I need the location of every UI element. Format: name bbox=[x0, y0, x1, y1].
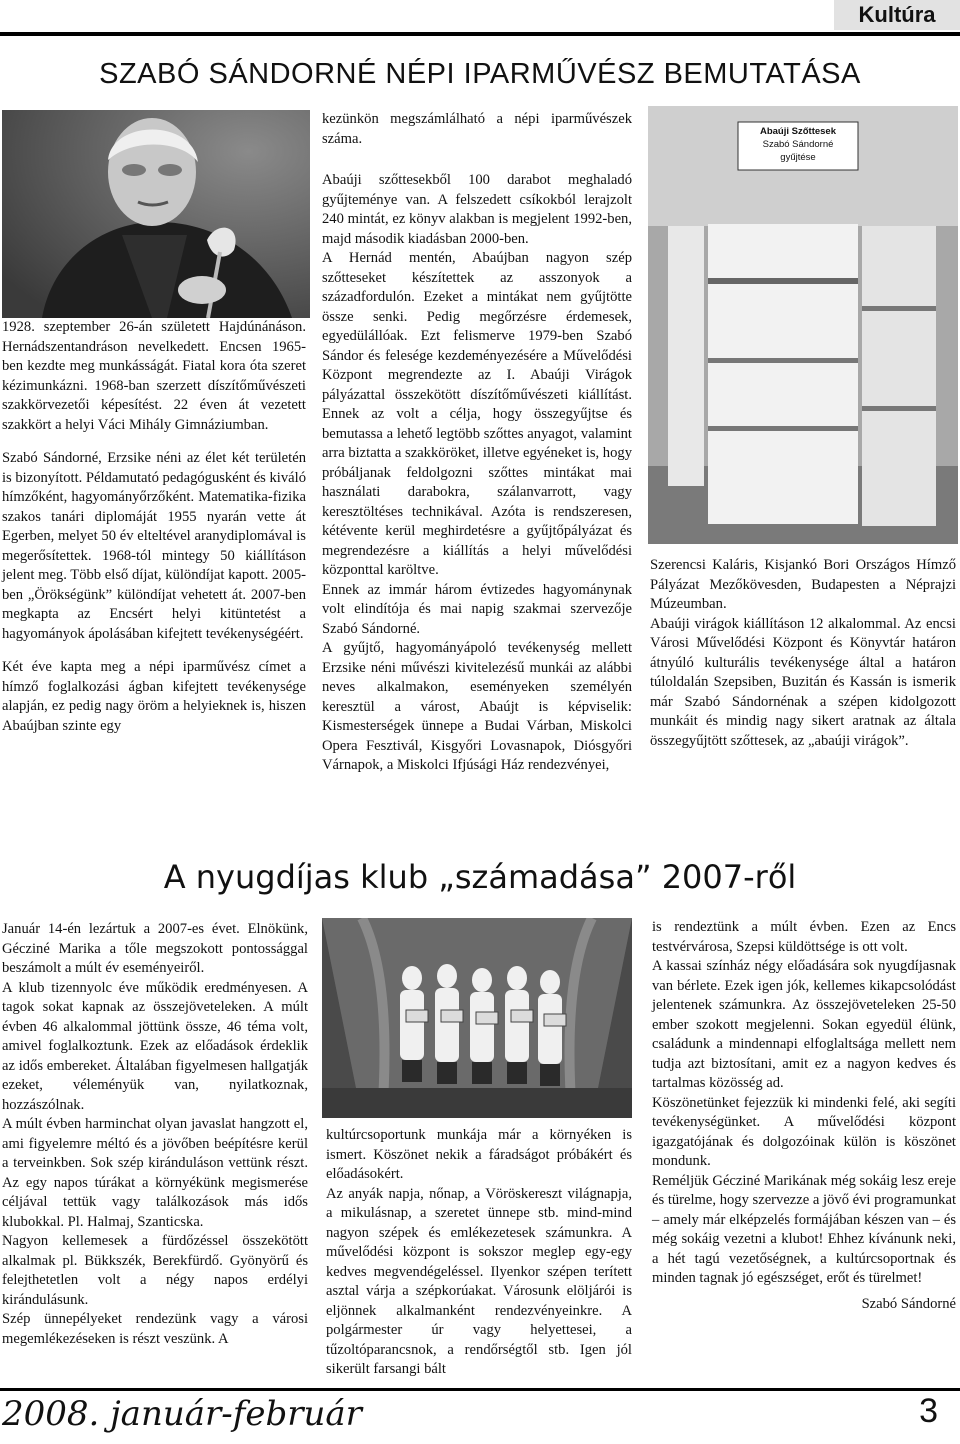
paragraph: A gyűjtő, hagyományápoló tevékenység mellett Erzsike néni művészi kivitelezésű munkái az alábbi neves alkalmakon, eseményeken személyén keresztül a várost, Abaújt is képviselik: Kismesterségek ünnepe a Budai Várban, Miskolci Opera Fesztivál, Kisgyőri Lovasnapok, Diósgyőri Várnapok, a Miskolci Ifjúsági Ház rendezvényei, bbox=[322, 640, 632, 773]
portrait-photo bbox=[2, 110, 310, 318]
paragraph: kezünkön megszámlálható a népi iparművészek száma. bbox=[322, 111, 632, 147]
article2-title: A nyugdíjas klub „számadása” 2007-ről bbox=[163, 858, 797, 896]
choir-photo bbox=[322, 918, 632, 1118]
article1-right-column bbox=[650, 556, 956, 765]
section-label: Kultúra bbox=[834, 0, 960, 30]
issue-date: 2008. január-február bbox=[2, 1394, 362, 1434]
paragraph: A kassai színház négy előadására sok nyugdíjasnak van bérlete. Ezek igen jók, kellemes kikapcsolódást jelentenek számunkra. Az összejöveteleken 25-50 ember szokott megjelenni. Sokan egyedül élünk, családunk a mindennapi elfoglaltsága mellett nem tudja azt biztosítani, amit ez a nagyon kedves és tartalmas közösség ad. bbox=[652, 958, 956, 1091]
article1-middle-column bbox=[322, 110, 632, 776]
paragraph: A múlt évben harminchat olyan javaslat hangzott el, ami figyelemre méltó és a jövőben beépítésre kerül a terveinkben. Sok szép kiránduláson vettünk részt. Az egy napos túrákat a környékünk megismerése céljával tettük vagy találkozások más idős klubokkal. Pl. Halmaj, Szanticska. bbox=[2, 1116, 308, 1230]
article2-right-column bbox=[652, 918, 956, 1314]
paragraph: A klub tizennyolc éve működik eredményesen. A tagok sokat kapnak az összejöveteleken. A múlt évben 46 alkalommal jöttünk össze, 46 téma volt, amivel foglalkoztunk. Ezek az előadások érdeklik az idős embereket. Általában figyelmesen hallgatják ezeket, véleményük van, nyilatkoznak, hozzászólnak. bbox=[2, 979, 308, 1113]
paragraph: kultúrcsoportunk munkája már a környéken is ismert. Köszönet nekik a fáradságot próbákért és előadásokért. bbox=[326, 1127, 632, 1182]
article1-title: SZABÓ SÁNDORNÉ NÉPI IPARMŰVÉSZ BEMUTATÁSA bbox=[99, 58, 861, 90]
sign-line: gyűjtése bbox=[780, 152, 816, 163]
author-byline: Szabó Sándorné bbox=[861, 1295, 956, 1312]
paragraph: Szabó Sándorné, Erzsike néni az élet két területén is bizonyított. Példamutató pedagógusként és kiváló hímzőként, hagyományőrzőként. Matematika-fizika szakos tanári diplomáját 1955 nyarán vette át Egerben, melyet 50 év elteltével aranydiplomával is megerősítettek. 1968-tól mintegy 50 kiállításon jelent meg. Több első díjat, különdíjat kapott. 2005-ben „Örökségünk” különdíjat vehetett át. 2007-ben megkapta az Encsért helyi kitüntetést a hagyományok ápolásában kifejtett tevékenységéért. bbox=[2, 450, 306, 642]
paragraph: 1928. szeptember 26-án született Hajdúnánáson. Hernádszentandráson nevelkedett. Encsen 1965-ben kezdte meg munkásságát. Fiatal kora óta szeret kézimunkázni. 1968-ban szerzett díszítőművészeti szakkörvezetői képesítést. 22 éven át vezetett szakkört a helyi Váci Mihály Gimnáziumban. bbox=[2, 319, 306, 433]
paragraph: Szerencsi Kaláris, Kisjankó Bori Országos Hímző Pályázat Mezőkövesden, Budapesten a Néprajzi Múzeumban. bbox=[650, 557, 956, 612]
paragraph: Az anyák napja, nőnap, a Vöröskereszt világnapja, a mikulásnap, a szeretet ünnepe stb. mind-mind nagyon szépek és emlékezetesek számunkra. A művelődési központ is sokszor meglep egy-egy kedves megvendégeléssel. Ilyenkor szépen terített asztal várja a szépkorúakat. Városunk elöljárói is eljönnek alkalmanként rendezvényeinkre. A polgármester úr vagy helyettesei, a tűzoltóparancsnok, a rendőrségtől stb. Igen jól sikerült farsangi bált bbox=[326, 1185, 632, 1377]
sign-title: Abaúji Szőttesek bbox=[759, 126, 837, 137]
paragraph: Reméljük Gécziné Marikának még sokáig lesz ereje és türelme, hogy szervezze a jövő évi programunkat – amely már elképzelés formájában készen van – és még sokáig vezetni a klubot! Ehhez kívánunk neki, a hét tagú vezetőségnek, a kultúrcsoportnak és minden tagnak jó egészséget, erőt és türelmet! bbox=[652, 1172, 956, 1286]
portrait-illustration bbox=[2, 110, 310, 318]
paragraph: Szép ünnepélyeket rendezünk vagy a városi megemlékezéseken is részt veszünk. A bbox=[2, 1311, 308, 1347]
exhibition-photo bbox=[648, 106, 958, 544]
paragraph: Köszönetünket fejezzük ki mindenki felé, aki segíti tevékenységünket. A művelődési központ igazgatójának és dolgozóinak külön is köszönet mondunk. bbox=[652, 1094, 956, 1169]
article2-left-column bbox=[2, 920, 308, 1349]
article2-middle-column bbox=[326, 1126, 632, 1380]
paragraph: A Hernád mentén, Abaújban nagyon szép szőtteseket készítettek az asszonyok a századfordulón. Ezeket a mintákat nem gyűjtötte össze senki. Pedig megőrzésre érdemesek, egyedülállóak. Ezt felismerve 1979-ben Szabó Sándor és felesége kezdeményezésére a Művelődési Központ megrendezte az I. Abaúji Virágok pályázattal összekötött díszítőművészeti kiállítást. Ennek az volt a célja, hogy összegyűjtse és bemutassa a lehető legtöbb szőttes anyagot, valamint arra biztatta a szakköröket, illetve egyéneket is, hogy próbáljanak feldolgozni szőttes mintákat mai használati darabokra, szálanvarrott, vagy keresztöltéses technikával. Azóta is rendszeresen, kétévente kerül meghirdetésre a gyűjtőpályázat és megrendezésre a kiállítás a helyi művelődési központtal karöltve. bbox=[322, 250, 632, 578]
footer-rule bbox=[0, 1388, 960, 1391]
sign-line: Szabó Sándorné bbox=[762, 139, 834, 150]
top-rule bbox=[0, 32, 960, 36]
article1-left-column bbox=[2, 318, 306, 750]
exhibition-sign bbox=[738, 122, 858, 170]
paragraph: Abaúji szőttesekből 100 darabot meghaladó gyűjteménye van. A felszedett csíkokból lerajzolt 240 mintát, ez könyv alakban is megjelent 1992-ben, majd második kiadásban 2000-ben. bbox=[322, 172, 632, 247]
paragraph: Ennek az immár három évtizedes hagyománynak volt elindítója és mai napig szakmai szervezője Szabó Sándorné. bbox=[322, 581, 632, 637]
paragraph: Nagyon kellemesek a fürdőzéssel összekötött alkalmak pl. Bükkszék, Berekfürdő. Gyönyörű és felejthetetlen volt a négy napos erdélyi kirándulásunk. bbox=[2, 1233, 308, 1308]
paragraph: Január 14-én lezártuk a 2007-es évet. Elnökünk, Gécziné Marika a tőle megszokott pontossággal beszámolt a múlt év eseményeiről. bbox=[2, 921, 308, 976]
paragraph: Két éve kapta meg a népi iparművész címet a hímző foglalkozási ágban kifejtett tevékenysége alapján, ez pedig nagy öröm a helyieknek is, hiszen Abaújban szinte egy bbox=[2, 659, 306, 734]
choir-illustration bbox=[322, 918, 632, 1118]
paragraph: Abaúji virágok kiállításon 12 alkalommal. Az encsi Városi Művelődési Központ és Könyvtár határon átnyúló kulturális tevékenysége által a határon túloldalán Szepsiben, Buzitán és Kassán is ismerik már Szabó Sándornénak a szépen kidolgozott munkáit és mindig nagy sikert aratnak az általa összegyűjtött szőttesek, az „abaúji virágok”. bbox=[650, 615, 956, 749]
page-number: 3 bbox=[919, 1392, 938, 1430]
paragraph: is rendeztünk a múlt évben. Ezen az Encs testvérvárosa, Szepsi küldöttsége is ott volt. bbox=[652, 919, 956, 955]
exhibition-illustration bbox=[648, 106, 958, 544]
